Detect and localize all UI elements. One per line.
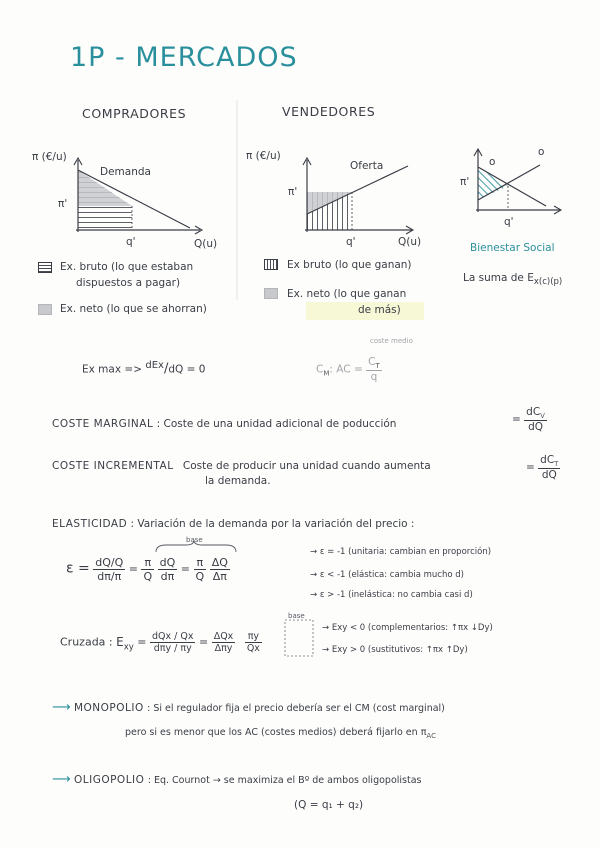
bienestar-desc: La suma de $E_{x(c)(p)}$: [463, 272, 563, 288]
compradores-legend-2: Ex. neto (lo que se ahorran): [60, 303, 207, 315]
compradores-qty-mark: q': [126, 236, 136, 248]
cruzada-case-2: → Exy > 0 (sustitutivos: ↑πx ↑Dy): [322, 645, 468, 655]
elasticidad-base-label: base: [186, 536, 203, 544]
elasticidad-formula: ε = $\frac{dQ/Q}{d\pi/\pi}$ = $\frac{\pi}{Q}$ $\frac{dQ}{d\pi}$ = $\frac{\pi}{Q}$ $\frac{\Delta Q}{\Delta\pi}$: [66, 556, 228, 583]
ex-bruto-legend-swatch: [38, 262, 52, 273]
ex-neto-legend-swatch: [38, 304, 52, 315]
base-box: [285, 620, 313, 656]
elasticidad-case-1: → ε = -1 (unitaria: cambian en proporción): [310, 547, 492, 557]
coste-marginal-formula: = $\frac{dC_V}{dQ}$: [512, 406, 545, 434]
compradores-price-mark: π': [58, 198, 68, 210]
coste-incremental-row2: la demanda.: [205, 475, 271, 487]
vendedores-legend-1: Ex bruto (lo que ganan): [287, 259, 412, 271]
cruzada-base-label: base: [288, 612, 305, 620]
monopolio-row2: pero si es menor que los AC (costes medios) deberá fijarlo en $\pi_{AC}$: [125, 727, 436, 740]
compradores-legend-1: Ex. bruto (lo que estaban: [60, 261, 194, 273]
vendedores-y-axis: π (€/u): [246, 150, 281, 162]
oligopolio-row: ⟶ OLIGOPOLIO : Eq. Cournot → se maximiza el Bº de ambos oligopolistas: [52, 772, 422, 787]
compradores-y-axis: π (€/u): [32, 151, 67, 163]
cruzada-case-1: → Exy < 0 (complementarios: ↑πx ↓Dy): [322, 623, 493, 633]
coste-incremental-formula: = $\frac{dC_T}{dQ}$: [526, 454, 559, 482]
compradores-x-axis: Q(u): [194, 238, 218, 250]
vendedores-legend-2: Ex. neto (lo que ganan: [287, 288, 407, 300]
vendedores-heading: VENDEDORES: [282, 104, 376, 119]
elasticidad-row: ELASTICIDAD : Variación de la demanda por la variación del precio :: [52, 518, 415, 530]
supply-curve: [307, 166, 408, 214]
vendedores-ex-neto-swatch: [264, 288, 278, 299]
exmax-formula: Ex max => $^{dEx}$/dQ = 0: [82, 360, 206, 377]
monopolio-row: ⟶ MONOPOLIO : Si el regulador fija el precio debería ser el CM (cost marginal): [52, 700, 445, 715]
vendedores-legend-2b: de más): [358, 304, 401, 316]
coste-marginal-row: COSTE MARGINAL : Coste de una unidad adicional de poducción: [52, 418, 397, 430]
demand-label: Demanda: [100, 166, 151, 178]
coste-incremental-row: COSTE INCREMENTAL Coste de producir una unidad cuando aumenta: [52, 460, 431, 472]
bienestar-price-mark: π': [460, 176, 470, 188]
vendedores-price-mark: π': [288, 186, 298, 198]
coste-medio-formula: $C_M$: AC = $\frac{C_T}{q}$: [316, 356, 380, 384]
oligopolio-formula: (Q = q₁ + q₂): [294, 799, 364, 811]
bienestar-chart: [474, 149, 561, 214]
compradores-legend-1b: dispuestos a pagar): [76, 277, 181, 289]
vendedores-qty-mark: q': [346, 236, 356, 248]
page-title: 1P - MERCADOS: [70, 42, 298, 73]
welfare-area: [478, 167, 508, 200]
bienestar-qty-mark: q': [504, 216, 514, 228]
elasticidad-case-2: → ε < -1 (elástica: cambia mucho d): [310, 570, 464, 580]
elasticidad-case-3: → ε > -1 (inelástica: no cambia casi d): [310, 590, 473, 600]
cruzada-formula: Cruzada : $E_{xy}$ = $\frac{\text{dQx / Qx}}{\text{dπy / πy}}$ = $\frac{\text{ΔQx}}{\text{Δπy}}$ $\frac{\pi y}{Qx}$: [60, 631, 260, 654]
vendedores-x-axis: Q(u): [398, 236, 422, 248]
compradores-heading: COMPRADORES: [82, 106, 187, 121]
supply-label: Oferta: [350, 160, 384, 172]
bienestar-label: Bienestar Social: [470, 242, 555, 254]
bienestar-mark-o2: o: [538, 146, 545, 158]
vendedores-ex-bruto-swatch: [264, 259, 278, 270]
bienestar-mark-o1: o: [489, 156, 496, 168]
coste-medio-note: coste medio: [370, 337, 413, 345]
